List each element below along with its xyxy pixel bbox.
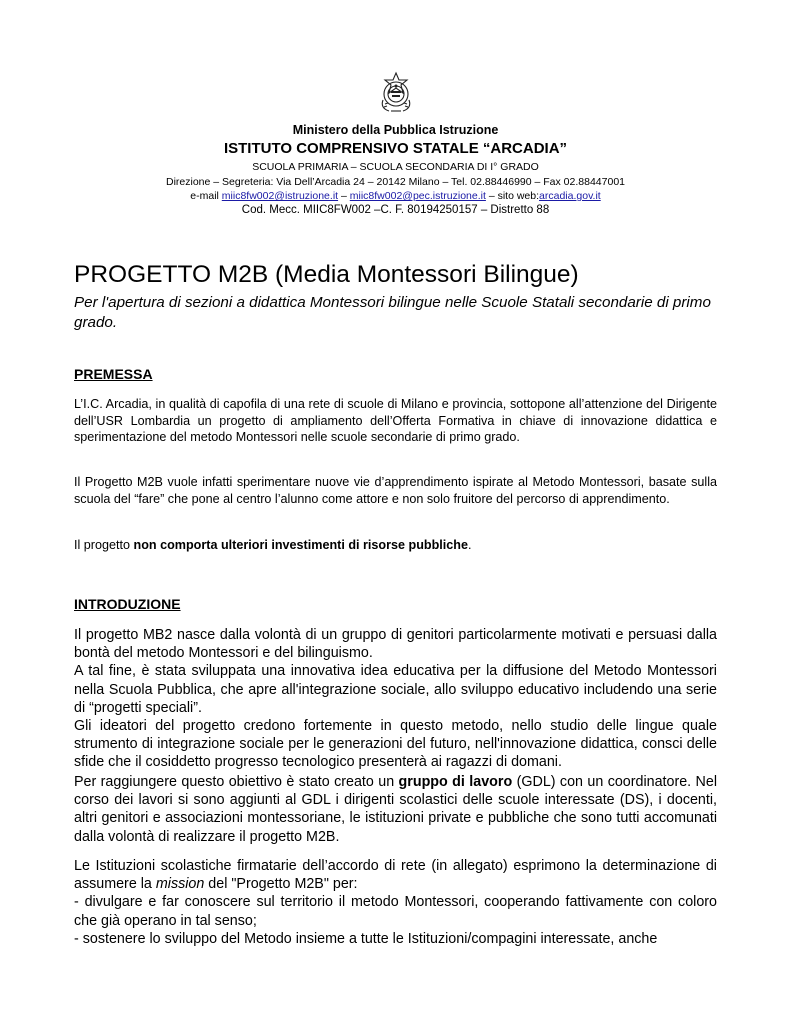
premessa-text-3-start: Il progetto bbox=[74, 538, 134, 552]
letterhead bbox=[0, 70, 791, 216]
intro-bullet-1: - divulgare e far conoscere sul territorio il metodo Montessori, cooperando fattivamente con coloro che già operano in tal senso; bbox=[74, 894, 717, 929]
email-separator: – bbox=[338, 190, 350, 202]
intro-text-1: Il progetto MB2 nasce dalla volontà di un gruppo di genitori particolarmente motivati e persuasi dalla bontà del metodo Montessori e del bilinguismo. bbox=[74, 627, 717, 662]
intro-text-3: Gli ideatori del progetto credono fortemente in questo metodo, nello studio delle lingue quale strumento di integrazione sociale per le generazioni del futuro, nell'innovazione didattica, consci delle sfide che il cosiddetto progresso tecnologico presenterà ai ragazzi di domani. bbox=[74, 718, 717, 771]
school-levels: SCUOLA PRIMARIA – SCUOLA SECONDARIA DI I° GRADO bbox=[252, 161, 539, 173]
school-name: ISTITUTO COMPRENSIVO STATALE “ARCADIA” bbox=[223, 140, 568, 157]
section-heading-introduzione: INTRODUZIONE bbox=[74, 596, 181, 612]
intro-text-5-end: del "Progetto M2B" per: bbox=[204, 876, 358, 893]
contact-line bbox=[0, 190, 791, 202]
intro-text-5 bbox=[74, 857, 717, 893]
introduzione-block-2 bbox=[74, 773, 717, 846]
premessa-paragraph-3 bbox=[74, 537, 717, 554]
website-link[interactable]: arcadia.gov.it bbox=[539, 190, 601, 202]
premessa-paragraph-1 bbox=[74, 396, 717, 446]
republic-emblem-icon bbox=[377, 70, 415, 114]
intro-text-2: A tal fine, è stata sviluppata una innovativa idea educativa per la diffusione del Metodo Montessori nella Scuola Pubblica, che apre all'integrazione sociale, allo sviluppo educativo includendo una serie di “progetti speciali”. bbox=[74, 663, 717, 716]
introduzione-block-1 bbox=[74, 626, 717, 772]
email-link-pec[interactable]: miic8fw002@pec.istruzione.it bbox=[349, 190, 486, 202]
premessa-text-3-bold: non comporta ulteriori investimenti di risorse pubbliche bbox=[133, 538, 469, 552]
intro-text-4 bbox=[74, 773, 717, 846]
school-codes: Cod. Mecc. MIIC8FW002 –C. F. 80194250157 – Distretto 88 bbox=[241, 204, 550, 216]
intro-text-5-italic: mission bbox=[155, 876, 205, 893]
intro-text-4-start: Per raggiungere questo obiettivo è stato creato un bbox=[74, 774, 399, 790]
premessa-text-3-end: . bbox=[468, 538, 472, 552]
email-prefix: e-mail bbox=[190, 190, 222, 202]
document-subtitle: Per l'apertura di sezioni a didattica Montessori bilingue nelle Scuole Statali secondarie di primo grado. bbox=[74, 294, 711, 331]
ministry-name: Ministero della Pubblica Istruzione bbox=[292, 123, 499, 137]
intro-bullet-2: - sostenere lo sviluppo del Metodo insieme a tutte le Istituzioni/compagini interessate, anche bbox=[74, 930, 658, 947]
website-prefix: – sito web: bbox=[485, 190, 540, 202]
school-address: Direzione – Segreteria: Via Dell’Arcadia 24 – 20142 Milano – Tel. 02.88446990 – Fax 02.88447001 bbox=[165, 176, 625, 188]
introduzione-block-3 bbox=[74, 857, 717, 948]
section-heading-premessa: PREMESSA bbox=[74, 366, 153, 382]
document-title: PROGETTO M2B (Media Montessori Bilingue) bbox=[74, 261, 579, 288]
intro-text-4-bold: gruppo di lavoro bbox=[398, 774, 513, 790]
intro-text-4-end: (GDL) con un coordinatore. Nel corso dei lavori si sono aggiunti al GDL i dirigenti scolastici delle scuole interessate (DS), i docenti, altri genitori e associazioni montessoriane, le istituzioni private e pubbliche che sono tutti accomunati dalla volontà di realizzare il progetto M2B. bbox=[74, 774, 717, 845]
premessa-text-1: L’I.C. Arcadia, in qualità di capofila di una rete di scuole di Milano e provincia, sottopone all’attenzione del Dirigente dell’USR Lombardia un progetto di ampliamento dell’Offerta Formativa in chiave di innovazione didattica e sperimentazione del metodo Montessori nelle scuole secondarie di primo grado. bbox=[74, 397, 717, 444]
premessa-paragraph-2 bbox=[74, 474, 717, 507]
email-link-istruzione[interactable]: miic8fw002@istruzione.it bbox=[221, 190, 339, 202]
intro-text-5-start: Le Istituzioni scolastiche firmatarie dell’accordo di rete (in allegato) esprimono la determinazione di assumere la bbox=[74, 858, 717, 893]
premessa-text-2: Il Progetto M2B vuole infatti sperimentare nuove vie d’apprendimento ispirate al Metodo Montessori, basate sulla scuola del “fare” che pone al centro l’alunno come attore e non solo fruitore del percorso di apprendimento. bbox=[74, 475, 717, 506]
premessa-text-3 bbox=[74, 537, 717, 554]
